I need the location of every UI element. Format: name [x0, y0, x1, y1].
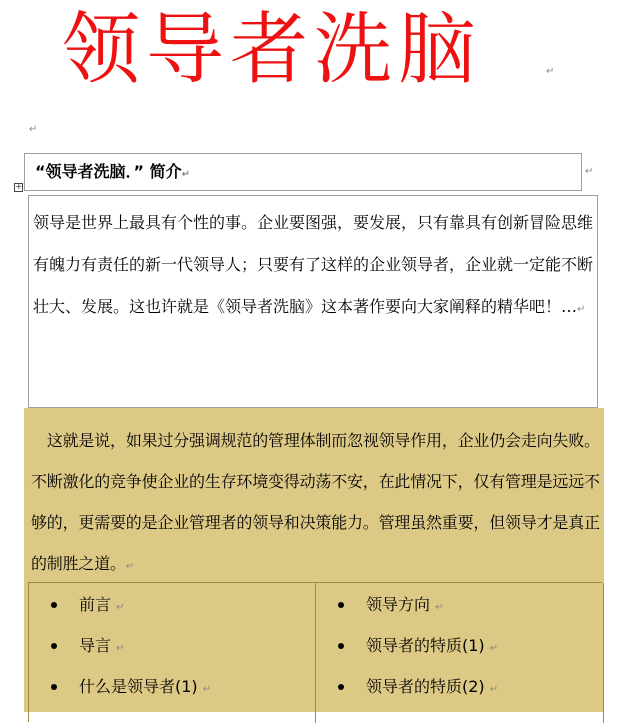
bullet-icon	[51, 684, 57, 690]
intro-body-cell: 领导是世界上最具有个性的事。企业要图强，要发展，只有靠具有创新冒险思维有魄力有责任的新一代领导人；只要有了这样的企业领导者，企业就一定能不断壮大、发展。这也许就是《领导者洗脑》这本著作要向大家阐释的精华吧！…↵	[28, 195, 598, 408]
toc-table	[28, 582, 602, 722]
bullet-icon	[51, 643, 57, 649]
bullet-icon	[51, 602, 57, 608]
bullet-icon	[338, 643, 344, 649]
toc-column-right: 领导方向 ↵ 领导者的特质(1) ↵ 领导者的特质(2) ↵	[316, 583, 604, 723]
intro-heading-cell: “领导者洗脑．” 简介↵	[24, 153, 582, 191]
main-section	[24, 408, 604, 712]
table-move-handle-icon[interactable]: +	[15, 182, 23, 192]
paragraph-mark: ↵	[29, 124, 38, 135]
bullet-icon	[338, 602, 344, 608]
bullet-icon	[338, 684, 344, 690]
paragraph-mark: ↵	[546, 66, 555, 77]
document-title: 领导者洗脑	[62, 5, 483, 95]
main-paragraph: 这就是说，如果过分强调规范的管理体制而忽视领导作用，企业仍会走向失败。不断激化的竞争使企业的生存环境变得动荡不安，在此情况下，仅有管理是远远不够的，更需要的是企业管理者的领导和决策能力。管理虽然重要，但领导才是真正的制胜之道。↵	[31, 431, 600, 573]
row-end-mark: ↵	[585, 166, 594, 177]
intro-heading: “领导者洗脑．” 简介	[35, 162, 182, 181]
intro-body-text: 领导是世界上最具有个性的事。企业要图强，要发展，只有靠具有创新冒险思维有魄力有责任的新一代领导人；只要有了这样的企业领导者，企业就一定能不断壮大、发展。这也许就是《领导者洗脑》这本著作要向大家阐释的精华吧！…	[33, 213, 594, 316]
toc-column-left: 前言 ↵ 导言 ↵ 什么是领导者(1) ↵	[29, 583, 316, 723]
main-paragraph-text: 这就是说，如果过分强调规范的管理体制而忽视领导作用，企业仍会走向失败。不断激化的竞争使企业的生存环境变得动荡不安，在此情况下，仅有管理是远远不够的，更需要的是企业管理者的领导和决策能力。管理虽然重要，但领导才是真正的制胜之道。	[31, 431, 600, 573]
